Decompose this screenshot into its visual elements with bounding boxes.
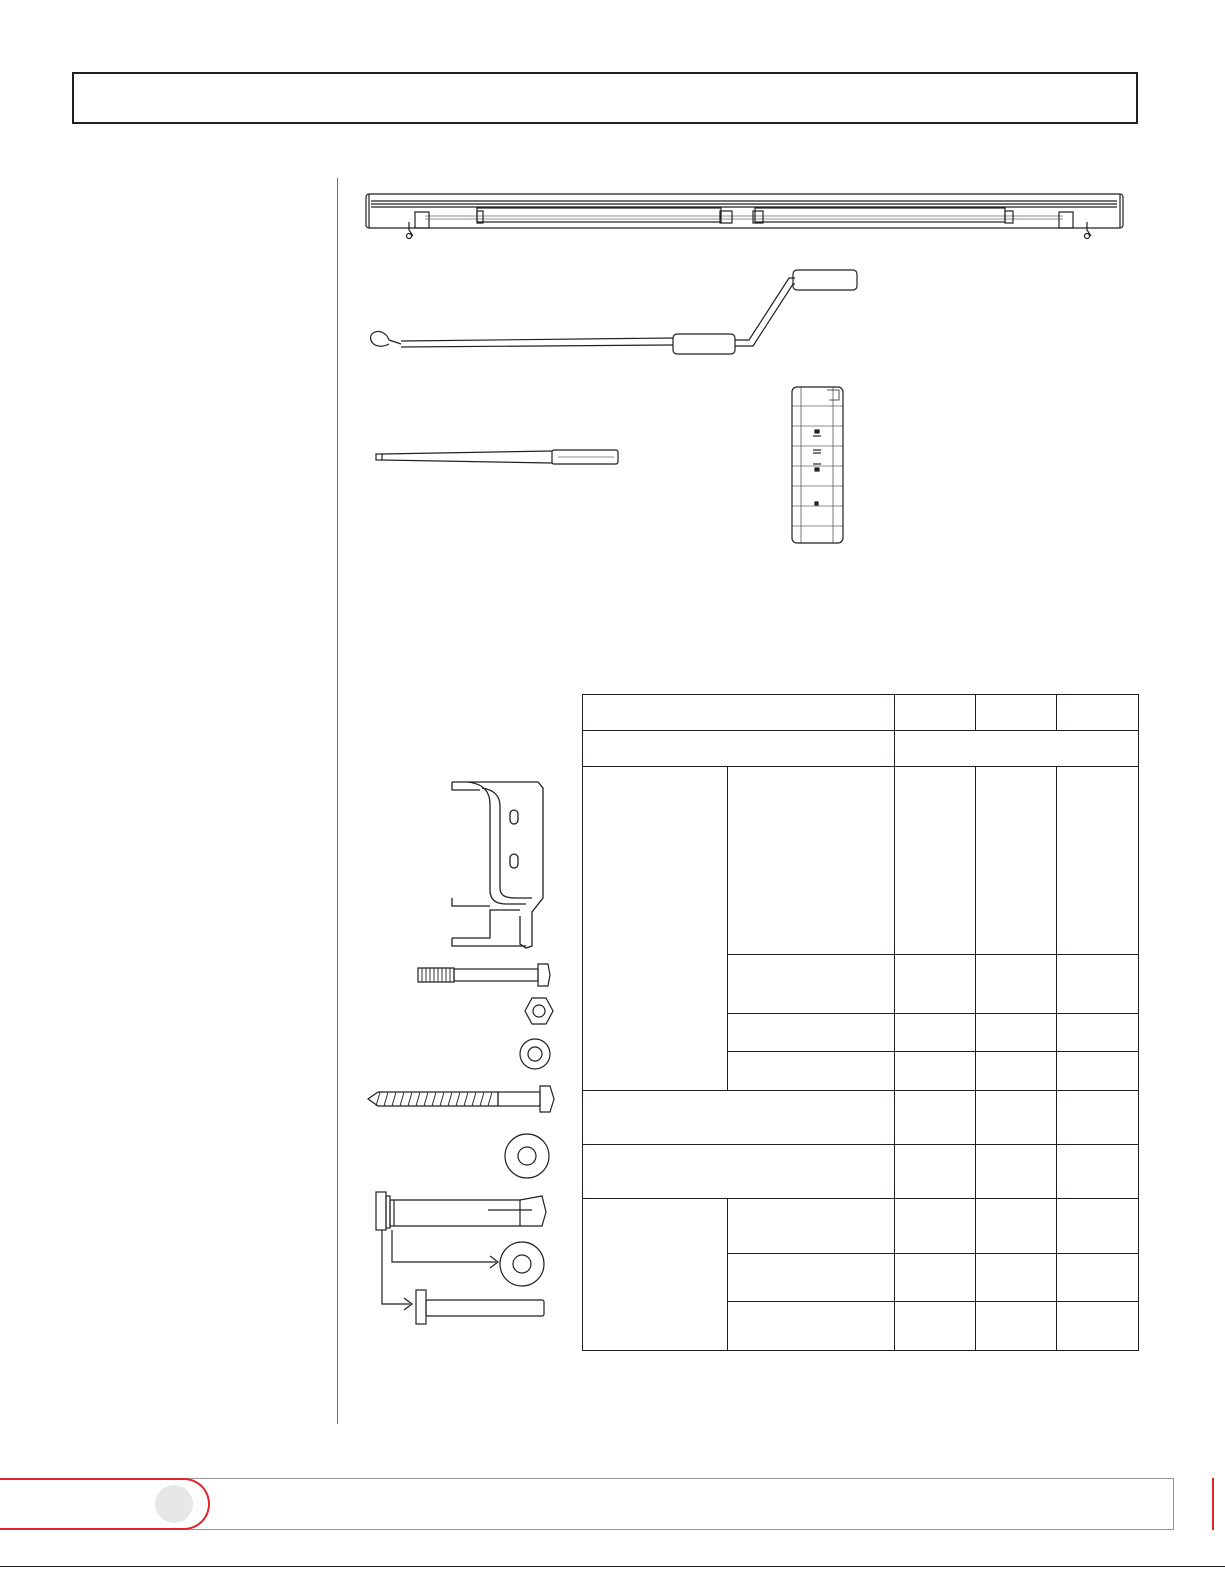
table-cell: [976, 1254, 1057, 1302]
table-cell: [976, 767, 1057, 955]
table-row: [583, 767, 1139, 955]
table-cell: [895, 1014, 976, 1052]
table-cell: [1057, 1052, 1139, 1091]
table-cell: [1057, 955, 1139, 1014]
small-washer-illustration: [518, 1037, 552, 1071]
table-cell: [583, 767, 728, 1091]
table-cell: [583, 731, 895, 767]
table-cell: [895, 1091, 976, 1145]
footer-edge-mark: [1212, 1478, 1214, 1530]
page-bottom-rule: [0, 1566, 1225, 1567]
crank-rod-illustration: [365, 268, 865, 358]
large-washer-illustration: [503, 1132, 551, 1180]
table-cell: [895, 1254, 976, 1302]
sleeve-anchor-illustration: [372, 1190, 552, 1330]
wand-tool-illustration: [374, 448, 624, 468]
hex-nut-illustration: [524, 996, 554, 1026]
table-header-cell: [1057, 695, 1139, 731]
table-header-cell: [976, 695, 1057, 731]
table-cell: [895, 731, 1139, 767]
table-cell: [976, 955, 1057, 1014]
table-cell: [728, 1302, 895, 1351]
mounting-bracket-illustration: [450, 780, 550, 950]
table-cell: [728, 1254, 895, 1302]
table-row: [583, 1091, 1139, 1145]
table-cell: [895, 767, 976, 955]
table-cell: [1057, 1014, 1139, 1052]
hardware-table: [582, 694, 1139, 1351]
remote-control-illustration: [791, 386, 845, 546]
table-cell: [976, 1302, 1057, 1351]
table-cell: [1057, 767, 1139, 955]
table-cell: [728, 1052, 895, 1091]
table-cell: [895, 1145, 976, 1199]
table-header-cell: [895, 695, 976, 731]
table-cell: [583, 1199, 728, 1351]
section-divider: [337, 178, 338, 1424]
table-cell: [1057, 1302, 1139, 1351]
table-cell: [895, 955, 976, 1014]
table-cell: [976, 1199, 1057, 1254]
table-cell: [1057, 1199, 1139, 1254]
page-number-badge: [155, 1485, 193, 1523]
table-cell: [976, 1145, 1057, 1199]
table-cell: [728, 767, 895, 955]
table-cell: [728, 955, 895, 1014]
table-cell: [976, 1091, 1057, 1145]
table-cell: [583, 1145, 895, 1199]
table-header-cell: [583, 695, 895, 731]
lag-screw-illustration: [366, 1082, 558, 1116]
table-row: [583, 1199, 1139, 1254]
table-cell: [895, 1052, 976, 1091]
page-title-box: [72, 72, 1138, 124]
table-cell: [728, 1014, 895, 1052]
table-cell: [895, 1199, 976, 1254]
table-cell: [1057, 1254, 1139, 1302]
hex-bolt-illustration: [414, 962, 554, 988]
table-cell: [583, 1091, 895, 1145]
table-cell: [976, 1052, 1057, 1091]
table-cell: [1057, 1091, 1139, 1145]
table-cell: [895, 1302, 976, 1351]
table-cell: [976, 1014, 1057, 1052]
table-row: [583, 1145, 1139, 1199]
table-header-row: [583, 695, 1139, 731]
headrail-illustration: [365, 192, 1125, 242]
table-cell: [1057, 1145, 1139, 1199]
table-cell: [728, 1199, 895, 1254]
table-row: [583, 731, 1139, 767]
